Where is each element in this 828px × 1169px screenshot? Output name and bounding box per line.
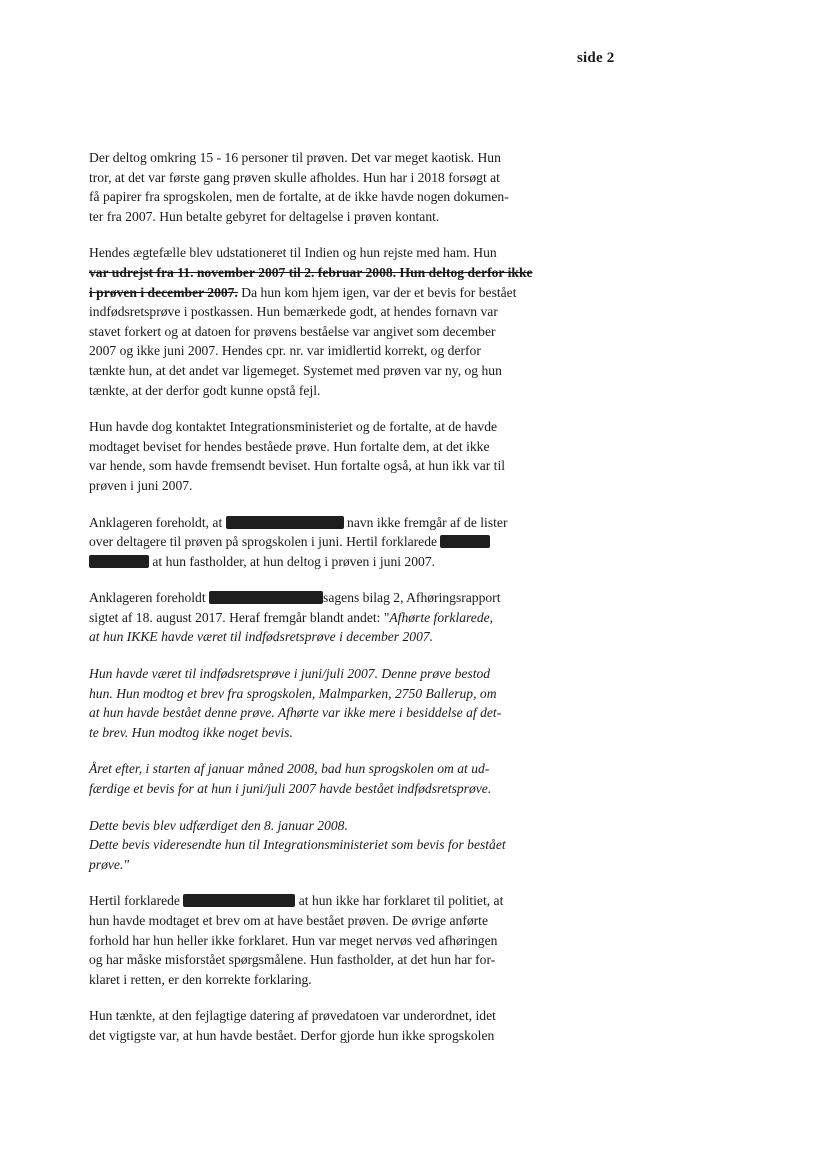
paragraph xyxy=(89,891,571,989)
text-run: Hertil forklarede xyxy=(89,893,184,909)
quoted-paragraph: Dette bevis blev udfærdiget den 8. januar 2008. Dette bevis videresendte hun til Integrationsministeriet som bevis for bestået prøve." xyxy=(89,817,506,872)
paragraph xyxy=(89,513,571,572)
paragraph xyxy=(89,243,571,400)
text-run: sagens bilag 2, Afhøringsrapport sigtet af 18. august 2017. Heraf fremgår blandt andet: " xyxy=(89,590,501,625)
redaction-block xyxy=(226,516,344,529)
quoted-text: Afhørte forklarede, at hun IKKE havde været til indfødsretsprøve i december 2007. xyxy=(89,609,494,645)
text-run: Hendes ægtefælle blev udstationeret til Indien og hun rejste med ham. Hun xyxy=(89,245,497,261)
redaction-block xyxy=(209,591,323,604)
text-run: Da hun kom hjem igen, var der et bevis for bestået indfødsretsprøve i postkassen. Hun bemærkede godt, at hendes fornavn var stavet forkert og at datoen for prøvens beståelse var angivet som december 2007 og ikke juni 2007. Hendes cpr. nr. var imidlertid korrekt, og derfor tænkte hun, at det andet var ligemeget. Systemet med prøven var ny, og hun tænkte, at der derfor godt kunne opstå fejl. xyxy=(89,284,517,398)
paragraph xyxy=(89,588,571,647)
page-number: side 2 xyxy=(577,50,615,66)
redaction-block xyxy=(183,894,295,907)
redaction-block xyxy=(440,535,490,548)
text-run: Anklageren foreholdt, at xyxy=(89,514,226,530)
paragraph: Hun havde dog kontaktet Integrationsministeriet og de fortalte, at de havde modtaget beviset for hendes beståede prøve. Hun fortalte dem, at det ikke var hende, som havde fremsendt beviset. Hun fortalte også, at hun ikk var til prøven i juni 2007. xyxy=(89,419,506,493)
quoted-paragraph: Hun havde været til indfødsretsprøve i juni/juli 2007. Denne prøve bestod hun. Hun modtog et brev fra sprogskolen, Malmparken, 2750 Ballerup, om at hun havde bestået denne prøve. Afhørte var ikke mere i besiddelse af det- te brev. Hun modtog ikke noget bevis. xyxy=(89,666,502,740)
redaction-block xyxy=(89,555,149,568)
document-body xyxy=(89,148,571,1063)
struck-text: var udrejst fra 11. november 2007 til 2. februar 2008. Hun deltog derfor ikke i prøven i december 2007. xyxy=(89,264,533,300)
paragraph: Hun tænkte, at den fejlagtige datering af prøvedatoen var underordnet, idet det vigtigste var, at hun havde bestået. Derfor gjorde hun ikke sprogskolen xyxy=(89,1008,496,1043)
text-run: at hun fastholder, at hun deltog i prøven i juni 2007. xyxy=(149,553,436,569)
text-run: at hun ikke har forklaret til politiet, at hun havde modtaget et brev om at have bestået prøven. De øvrige anførte forhold har hun heller ikke forklaret. Hun var meget nervøs ved afhøringen og har måske misforstået spørgsmålene. Hun fastholder, at det hun har for- klaret i retten, er den korrekte forklaring. xyxy=(89,893,504,987)
paragraph: Der deltog omkring 15 - 16 personer til prøven. Det var meget kaotisk. Hun tror, at det var første gang prøven skulle afholdes. Hun har i 2018 forsøgt at få papirer fra sprogskolen, men de fortalte, at de ikke havde nogen dokumen- ter fra 2007. Hun betalte gebyret for deltagelse i prøven kontant. xyxy=(89,150,509,224)
text-run: Anklageren foreholdt xyxy=(89,590,210,606)
text-run: navn ikke fremgår af de lister over deltagere til prøven på sprogskolen i juni. Hertil forklarede xyxy=(89,514,508,550)
quoted-paragraph: Året efter, i starten af januar måned 2008, bad hun sprogskolen om at ud- færdige et bevis for at hun i juni/juli 2007 havde bestået indfødsretsprøve. xyxy=(89,761,492,797)
